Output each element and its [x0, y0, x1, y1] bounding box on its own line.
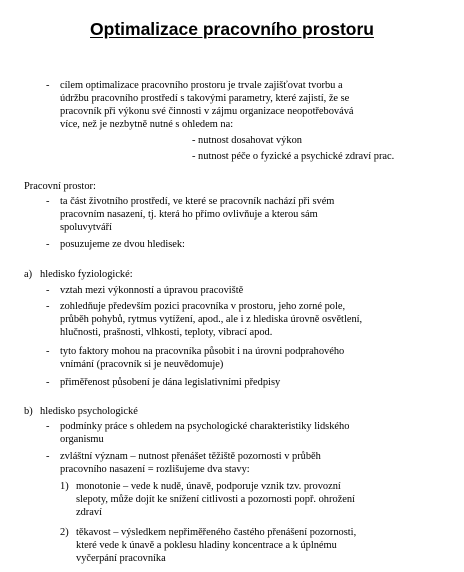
bullet-marker: - [46, 239, 50, 250]
state-line: monotonie – vede k nudě, únavě, podporuje vznik tzv. provozní [76, 481, 341, 492]
workspace-line: ta část životního prostředí, ve které se pracovník nachází při svém [60, 196, 335, 207]
section-b-line: organismu [60, 434, 104, 445]
intro-subitem: - nutnost dosahovat výkon [192, 135, 302, 146]
bullet-marker: - [46, 377, 50, 388]
section-b-line: pracovního nasazení = rozlišujeme dva stavy: [60, 464, 250, 475]
bullet-marker: - [46, 421, 50, 432]
intro-subitem: - nutnost péče o fyzické a psychické zdraví prac. [192, 151, 395, 162]
section-a-line: zohledňuje především pozici pracovníka v prostoru, jeho zorné pole, [60, 301, 346, 312]
section-b-marker: b) [24, 406, 33, 417]
bullet-marker: - [46, 451, 50, 462]
bullet-marker: - [46, 285, 50, 296]
bullet-marker: - [46, 301, 50, 312]
intro-line: údržbu pracovního prostředí s takovými parametry, které zajistí, že se [60, 93, 350, 104]
section-a-line: přiměřenost působení je dána legislativními předpisy [60, 377, 281, 388]
section-b-line: zvláštní význam – nutnost přenášet těžiště pozornosti v průběh [60, 451, 321, 462]
section-a-line: tyto faktory mohou na pracovníka působit i na úrovni podprahového [60, 346, 345, 357]
workspace-line: spoluvytváří [60, 222, 112, 233]
bullet-marker: - [46, 196, 50, 207]
section-b-heading: hledisko psychologické [40, 406, 138, 417]
intro-line: pracovník při výkonu své činnosti v zájmu organizace neopotřebovává [60, 106, 354, 117]
intro-marker: - [46, 80, 50, 91]
workspace-line: posuzujeme ze dvou hledisek: [60, 239, 185, 250]
section-a-line: vnímání (pracovník si je neuvědomuje) [60, 359, 224, 370]
state-line: slepoty, může dojít ke snížení citlivosti a pozornosti popř. ohrožení [76, 494, 355, 505]
section-a-line: vztah mezi výkonností a úpravou pracoviště [60, 285, 244, 296]
section-b-line: podmínky práce s ohledem na psychologické charakteristiky lidského [60, 421, 350, 432]
section-a-marker: a) [24, 269, 33, 280]
workspace-line: pracovním nasazení, tj. která ho přímo ovlivňuje a kterou sám [60, 209, 318, 220]
section-a-line: hlučnosti, prašnosti, vlhkosti, teploty, vibrací apod. [60, 327, 273, 338]
state-line: vyčerpání pracovníka [76, 553, 166, 564]
intro-line: více, než je nezbytně nutné s ohledem na: [60, 119, 234, 130]
bullet-marker: - [46, 346, 50, 357]
page-title: Optimalizace pracovního prostoru [90, 19, 374, 39]
state-line: zdraví [76, 507, 102, 518]
intro-line: cílem optimalizace pracovního prostoru je trvale zajišťovat tvorbu a [60, 80, 343, 91]
section-a-line: průběh pohybů, rytmus vytížení, apod., ale i z hlediska úrovně osvětlení, [60, 314, 363, 325]
state-marker: 1) [60, 481, 69, 492]
state-line: těkavost – výsledkem nepřiměřeného častého přenášení pozornosti, [76, 527, 357, 538]
workspace-heading: Pracovní prostor: [24, 181, 96, 192]
state-marker: 2) [60, 527, 69, 538]
section-a-heading: hledisko fyziologické: [40, 269, 133, 280]
state-line: které vede k únavě a poklesu hladiny koncentrace a k úplnému [76, 540, 337, 551]
